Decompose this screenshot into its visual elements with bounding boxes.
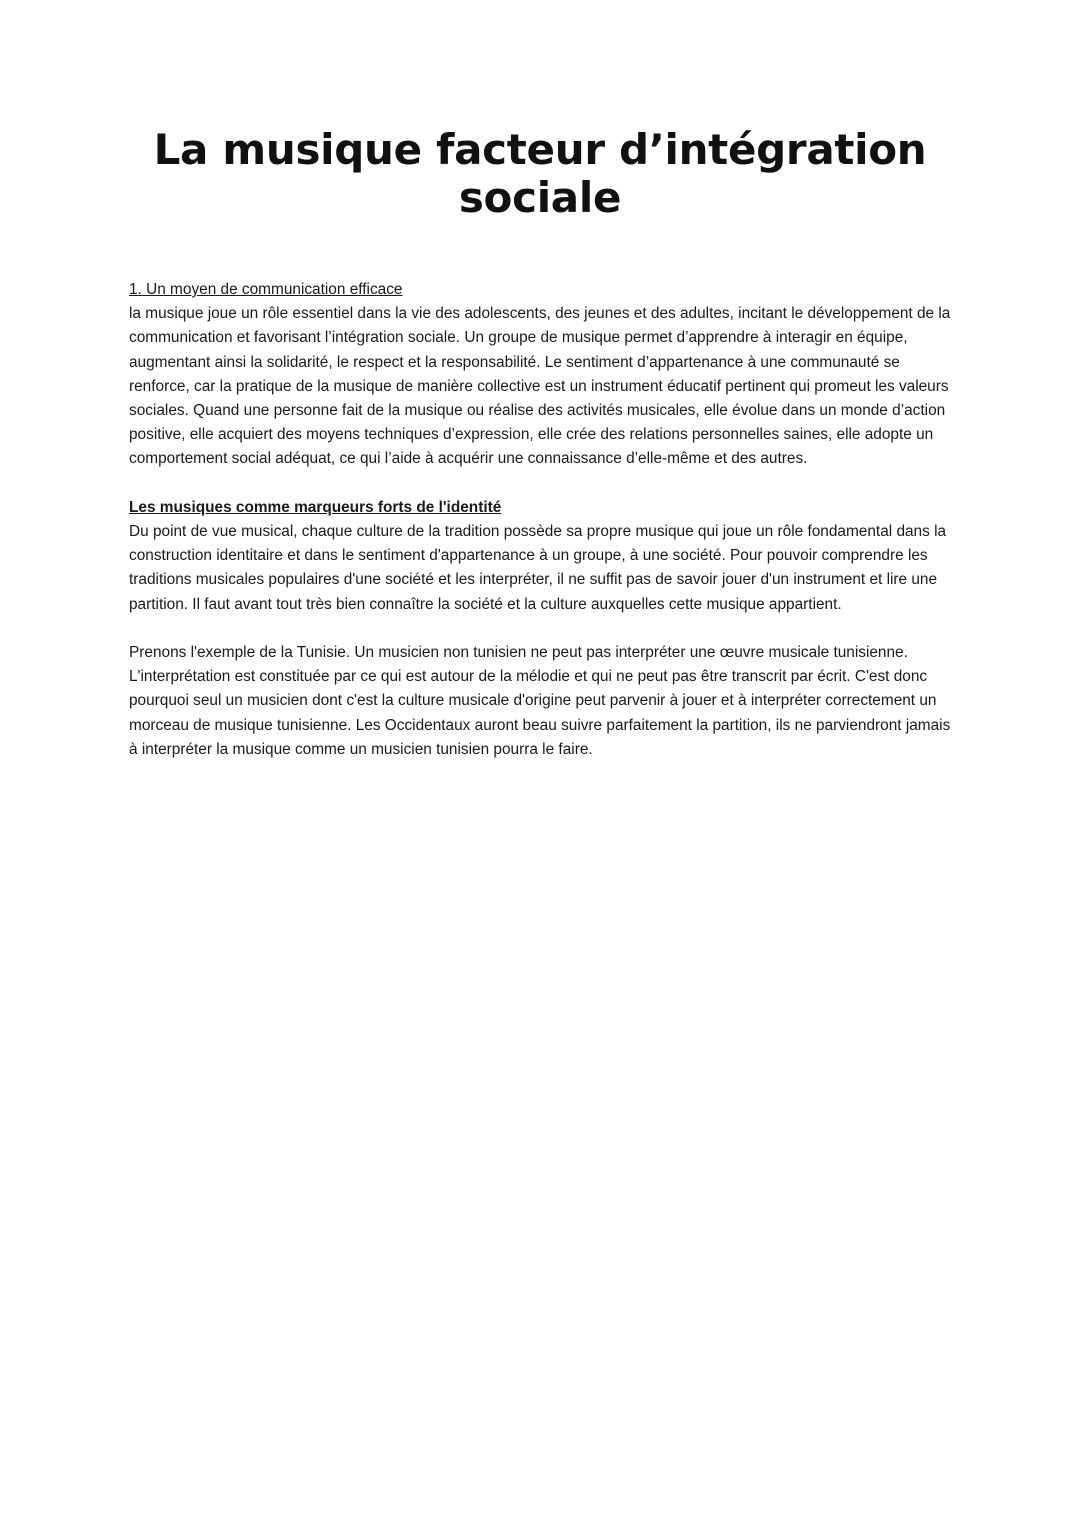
page-title: La musique facteur d’intégration sociale [153,125,927,222]
section-heading-communication: 1. Un moyen de communication efficace [129,281,403,298]
paragraph-spacer [129,617,959,641]
paragraph-tunisia-example: Prenons l'exemple de la Tunisie. Un musicien non tunisien ne peut pas interpréter une œuvre musicale tunisienne. L'interprétation est constituée par ce qui est autour de la mélodie et qui ne peut pas être transcrit par écrit. C'est donc pourquoi seul un musicien dont c'est la culture musicale d'origine peut parvenir à jouer et à interpréter correctement un morceau de musique tunisienne. Les Occidentaux auront beau suivre parfaitement la partition, ils ne parviendront jamais à interpréter la musique comme un musicien tunisien pourra le faire. [129,644,951,758]
section-heading-identity: Les musiques comme marqueurs forts de l'identité [129,498,502,516]
paragraph-identity: Du point de vue musical, chaque culture de la tradition possède sa propre musique qui joue un rôle fondamental dans la construction identitaire et dans le sentiment d'appartenance à un groupe, à une société. Pour pouvoir comprendre les traditions musicales populaires d'une société et les interpréter, il ne suffit pas de savoir jouer d'un instrument et lire une partition. Il faut avant tout très bien connaître la société et la culture auxquelles cette musique appartient. [129,523,947,613]
paragraph-spacer [129,472,959,496]
document-body [129,278,959,762]
paragraph-communication: la musique joue un rôle essentiel dans la vie des adolescents, des jeunes et des adultes, incitant le développement de la communication et favorisant l’intégration sociale. Un groupe de musique permet d’apprendre à interagir en équipe, augmentant ainsi la solidarité, le respect et la responsabilité. Le sentiment d’appartenance à une communauté se renforce, car la pratique de la musique de manière collective est un instrument éducatif pertinent qui promeut les valeurs sociales. Quand une personne fait de la musique ou réalise des activités musicales, elle évolue dans un monde d’action positive, elle acquiert des moyens techniques d’expression, elle crée des relations personnelles saines, elle adopte un comportement social adéquat, ce qui l’aide à acquérir une connaissance d’elle-même et des autres. [129,305,951,468]
